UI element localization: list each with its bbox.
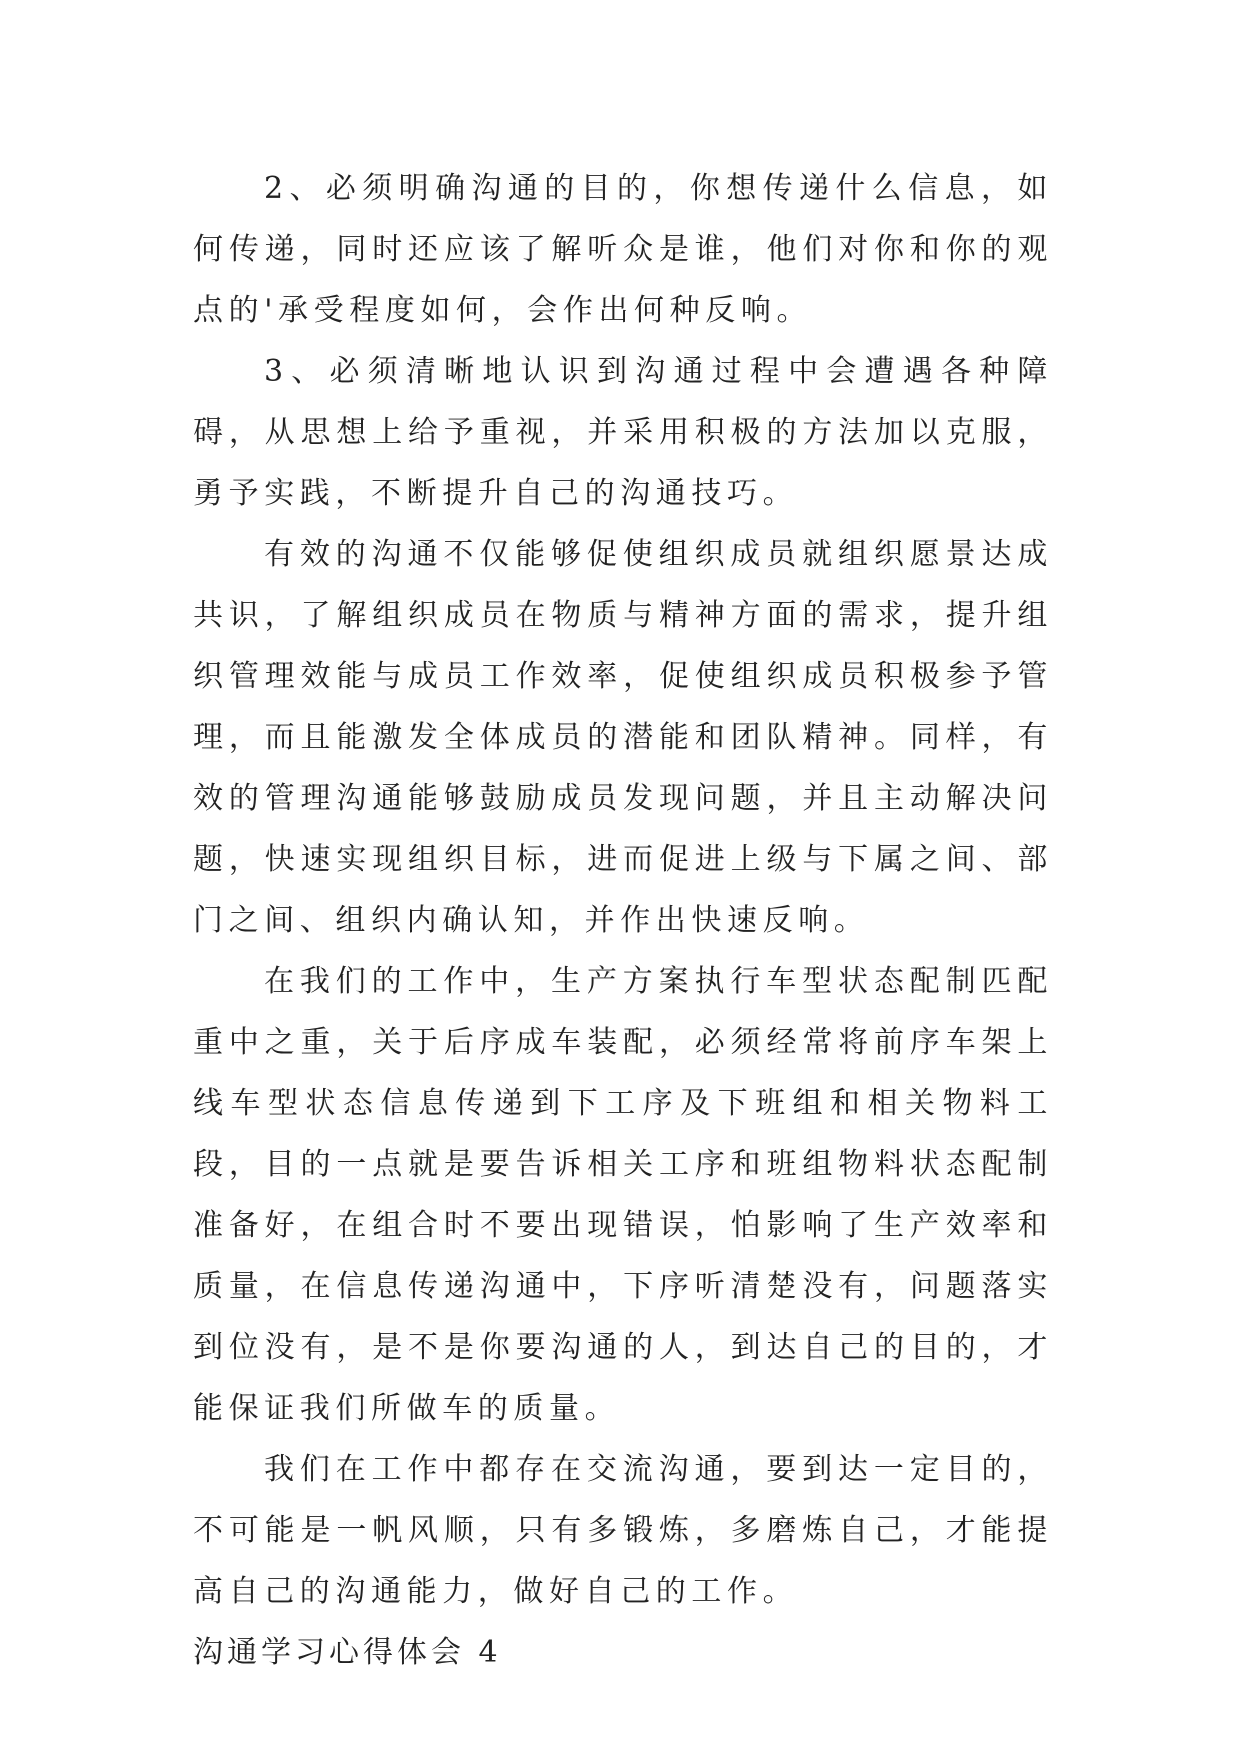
section-heading: 沟通学习心得体会 4 bbox=[193, 1635, 502, 1670]
document-body bbox=[193, 158, 1053, 1683]
paragraph-point-3: 3、必须清晰地认识到沟通过程中会遭遇各种障碍，从思想上给予重视，并采用积极的方法加以克服，勇予实践，不断提升自己的沟通技巧。 bbox=[193, 354, 1053, 511]
paragraph-effective-communication: 有效的沟通不仅能够促使组织成员就组织愿景达成共识，了解组织成员在物质与精神方面的需求，提升组织管理效能与成员工作效率，促使组织成员积极参予管理，而且能激发全体成员的潜能和团队精神。同样，有效的管理沟通能够鼓励成员发现问题，并且主动解决问题，快速实现组织目标，进而促进上级与下属之间、部门之间、组织内确认知，并作出快速反响。 bbox=[193, 537, 1053, 938]
paragraph-conclusion: 我们在工作中都存在交流沟通，要到达一定目的，不可能是一帆风顺，只有多锻炼，多磨炼自己，才能提高自己的沟通能力，做好自己的工作。 bbox=[193, 1452, 1053, 1609]
paragraph-point-2: 2、必须明确沟通的目的，你想传递什么信息，如何传递，同时还应该了解听众是谁，他们对你和你的观点的'承受程度如何，会作出何种反响。 bbox=[193, 171, 1053, 328]
paragraph-work-example: 在我们的工作中，生产方案执行车型状态配制匹配重中之重，关于后序成车装配，必须经常将前序车架上线车型状态信息传递到下工序及下班组和相关物料工段，目的一点就是要告诉相关工序和班组物料状态配制准备好，在组合时不要出现错误，怕影响了生产效率和质量，在信息传递沟通中，下序听清楚没有，问题落实到位没有，是不是你要沟通的人，到达自己的目的，才能保证我们所做车的质量。 bbox=[193, 964, 1053, 1426]
